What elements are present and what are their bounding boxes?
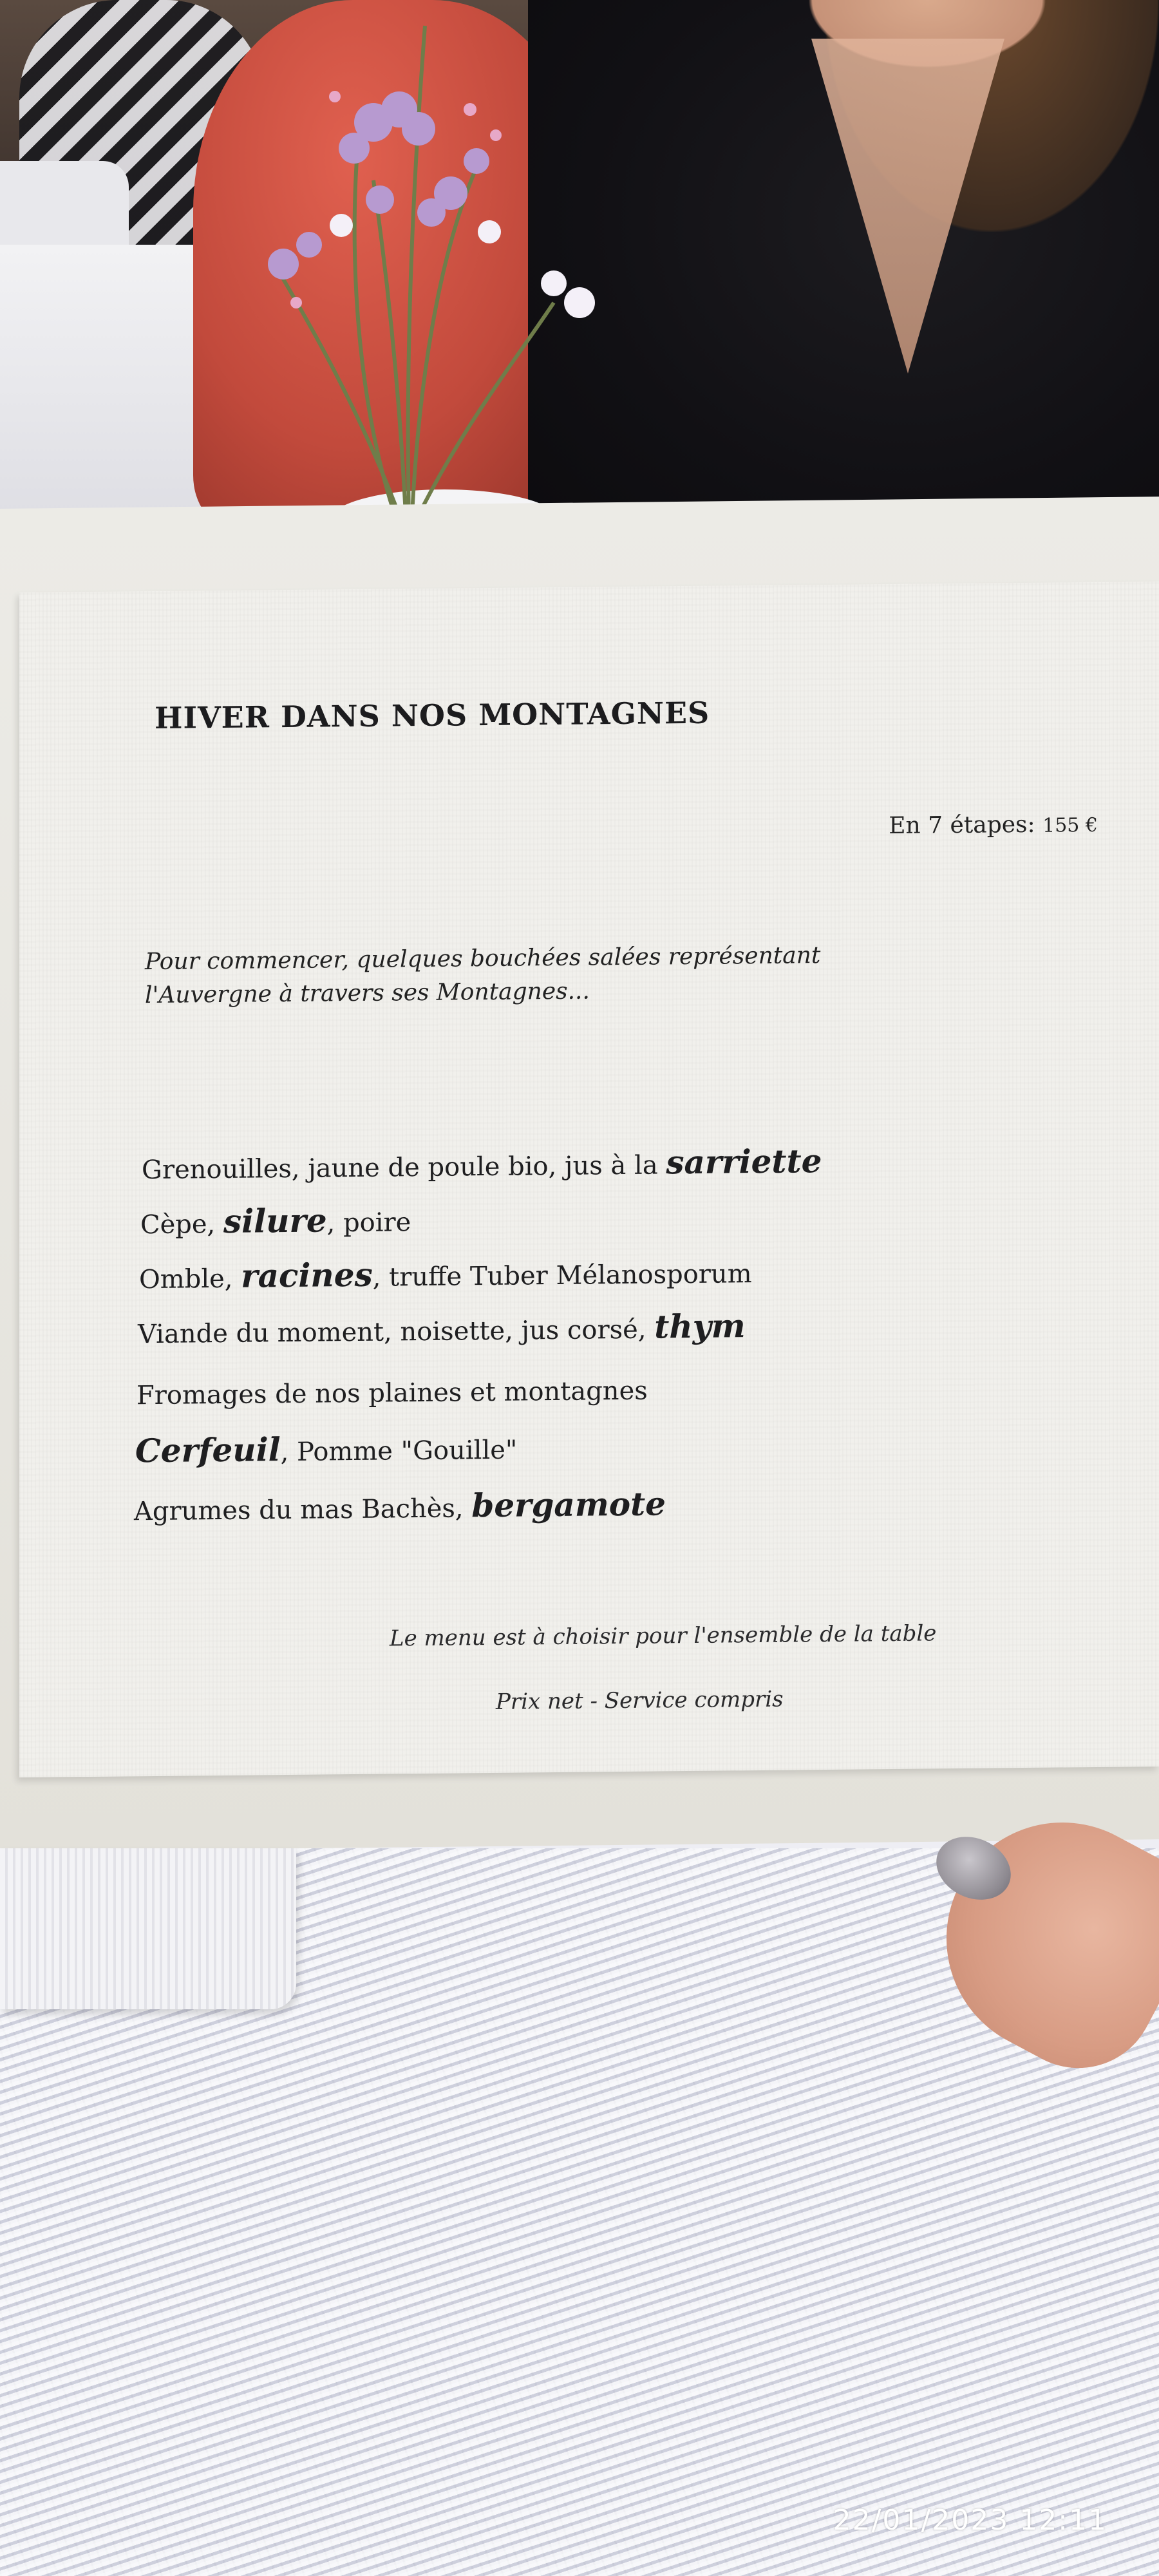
- flower-bouquet: [193, 0, 644, 528]
- napkin: [0, 1848, 296, 2009]
- course-item: Agrumes du mas Bachès, bergamote: [134, 1484, 666, 1527]
- course-item: Viande du moment, noisette, jus corsé, thym: [138, 1307, 746, 1350]
- menu-intro: [145, 939, 853, 1013]
- menu-note-table: Le menu est à choisir pour l'ensemble de la table: [390, 1620, 937, 1652]
- price-amount: 155 €: [1042, 813, 1098, 837]
- restaurant-background: [0, 0, 1159, 554]
- intro-line-2: l'Auvergne à travers ses Montagnes...: [145, 978, 590, 1009]
- photo-timestamp: 22/01/2023 12:11: [833, 2504, 1107, 2537]
- intro-line-1: Pour commencer, quelques bouchées salées représentant: [145, 942, 821, 976]
- menu-price: [889, 811, 1098, 839]
- course-item: Omble, racines, truffe Tuber Mélanosporum: [139, 1255, 752, 1295]
- menu-card: [19, 582, 1159, 1777]
- course-item: Cerfeuil, Pomme "Gouille": [135, 1430, 518, 1470]
- course-item: Cèpe, silure, poire: [140, 1201, 411, 1240]
- course-item: Fromages de nos plaines et montagnes: [137, 1376, 648, 1411]
- menu-note-price: Prix net - Service compris: [496, 1686, 784, 1715]
- menu-title: HIVER DANS NOS MONTAGNES: [155, 695, 710, 735]
- course-item: Grenouilles, jaune de poule bio, jus à la sarriette: [142, 1142, 822, 1186]
- price-label: En 7 étapes:: [889, 811, 1035, 840]
